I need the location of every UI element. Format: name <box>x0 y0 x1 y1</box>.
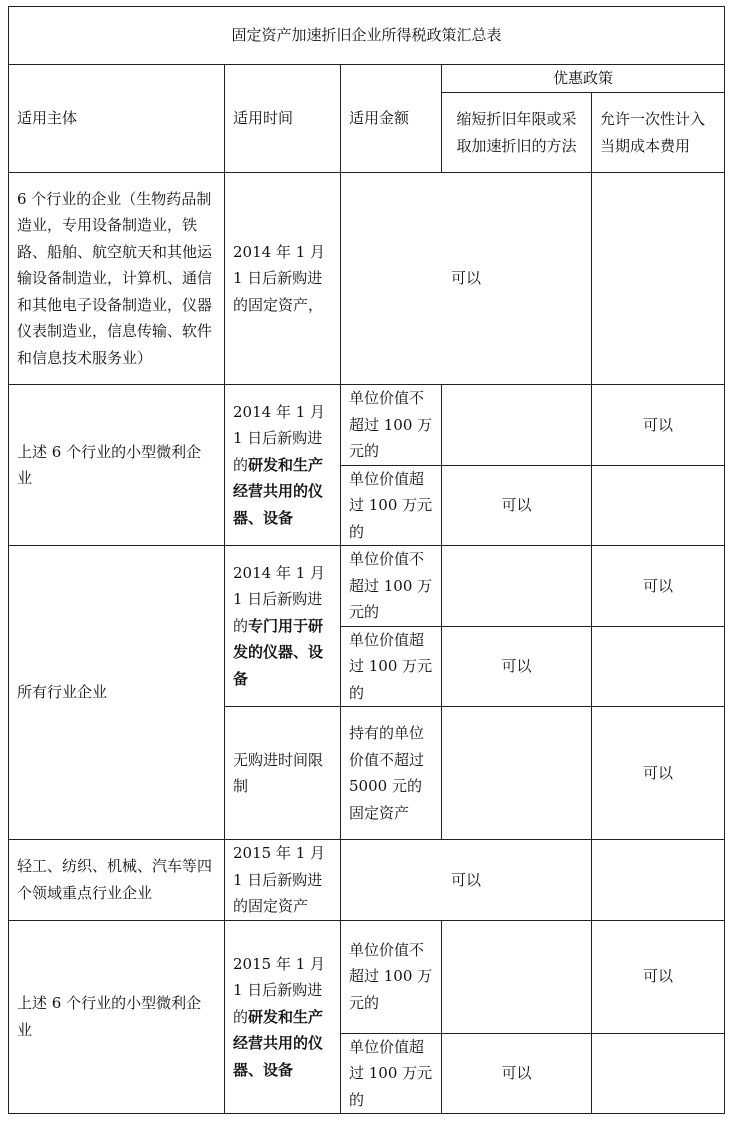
row3a-onetime: 可以 <box>592 546 725 627</box>
header-row-1 <box>9 65 725 93</box>
header-shorten: 缩短折旧年限或采取加速折旧的方法 <box>442 93 592 173</box>
header-time: 适用时间 <box>225 65 341 173</box>
row3b-amount: 单位价值超过 100 万元的 <box>341 626 442 707</box>
row2-subject: 上述 6 个行业的小型微利企业 <box>9 385 225 546</box>
row1-subject: 6 个行业的企业（生物药品制造业，专用设备制造业，铁路、船舶、航空航天和其他运输设备制造业，计算机、通信和其他电子设备制造业，仪器仪表制造业，信息传输、软件和信息技术服务业） <box>9 173 225 385</box>
row3b-shorten: 可以 <box>442 626 592 707</box>
row1-onetime-empty <box>592 173 725 385</box>
row5b-amount: 单位价值超过 100 万元的 <box>341 1033 442 1114</box>
title-row <box>9 7 725 65</box>
row3-time-text: 2014 年 1 月 1 日后新购进的 <box>233 563 326 635</box>
table-row <box>9 840 725 921</box>
row4-time: 2015 年 1 月 1 日后新购进的固定资产 <box>225 840 341 921</box>
row5a-onetime: 可以 <box>592 920 725 1033</box>
row2b-shorten: 可以 <box>442 465 592 546</box>
row3-subject: 所有行业企业 <box>9 546 225 840</box>
row2-time-text: 2014 年 1 月 1 日后新购进的 <box>233 402 326 474</box>
row5-subject: 上述 6 个行业的小型微利企业 <box>9 920 225 1114</box>
row5a-shorten-empty <box>442 920 592 1033</box>
row3c-amount: 持有的单位价值不超过 5000 元的固定资产 <box>341 707 442 840</box>
policy-summary-table <box>8 6 725 1114</box>
row1-time: 2014 年 1 月 1 日后新购进的固定资产， <box>225 173 341 385</box>
row4-onetime-empty <box>592 840 725 921</box>
row5-time <box>225 920 341 1114</box>
row2a-shorten-empty <box>442 385 592 466</box>
row2b-amount: 单位价值超过 100 万元的 <box>341 465 442 546</box>
table-row <box>9 173 725 385</box>
table-title: 固定资产加速折旧企业所得税政策汇总表 <box>9 7 725 65</box>
row3a-shorten-empty <box>442 546 592 627</box>
row3c-onetime: 可以 <box>592 707 725 840</box>
header-amount: 适用金额 <box>341 65 442 173</box>
row5-time-text: 2015 年 1 月 1 日后新购进的 <box>233 954 326 1026</box>
row3c-shorten-empty <box>442 707 592 840</box>
table-row <box>9 385 725 466</box>
row3c-time: 无购进时间限制 <box>225 707 341 840</box>
row5b-shorten: 可以 <box>442 1033 592 1114</box>
row5b-onetime-empty <box>592 1033 725 1114</box>
row2a-amount: 单位价值不超过 100 万元的 <box>341 385 442 466</box>
row2-time <box>225 385 341 546</box>
row2b-onetime-empty <box>592 465 725 546</box>
row3-time-bold: 专门用于研发的仪器、设备 <box>233 616 324 688</box>
row4-shorten: 可以 <box>341 840 592 921</box>
row3-time <box>225 546 341 707</box>
header-subject: 适用主体 <box>9 65 225 173</box>
row4-subject: 轻工、纺织、机械、汽车等四个领域重点行业企业 <box>9 840 225 921</box>
row3b-onetime-empty <box>592 626 725 707</box>
row5-time-bold: 研发和生产经营共用的仪器、设备 <box>233 1007 324 1079</box>
row2-time-bold: 研发和生产经营共用的仪器、设备 <box>233 455 324 527</box>
header-policy: 优惠政策 <box>442 65 725 93</box>
row5a-amount: 单位价值不超过 100 万元的 <box>341 920 442 1033</box>
table-row <box>9 920 725 1033</box>
header-onetime: 允许一次性计入当期成本费用 <box>592 93 725 173</box>
row3a-amount: 单位价值不超过 100 万元的 <box>341 546 442 627</box>
row2a-onetime: 可以 <box>592 385 725 466</box>
row1-shorten: 可以 <box>341 173 592 385</box>
table-row <box>9 546 725 627</box>
